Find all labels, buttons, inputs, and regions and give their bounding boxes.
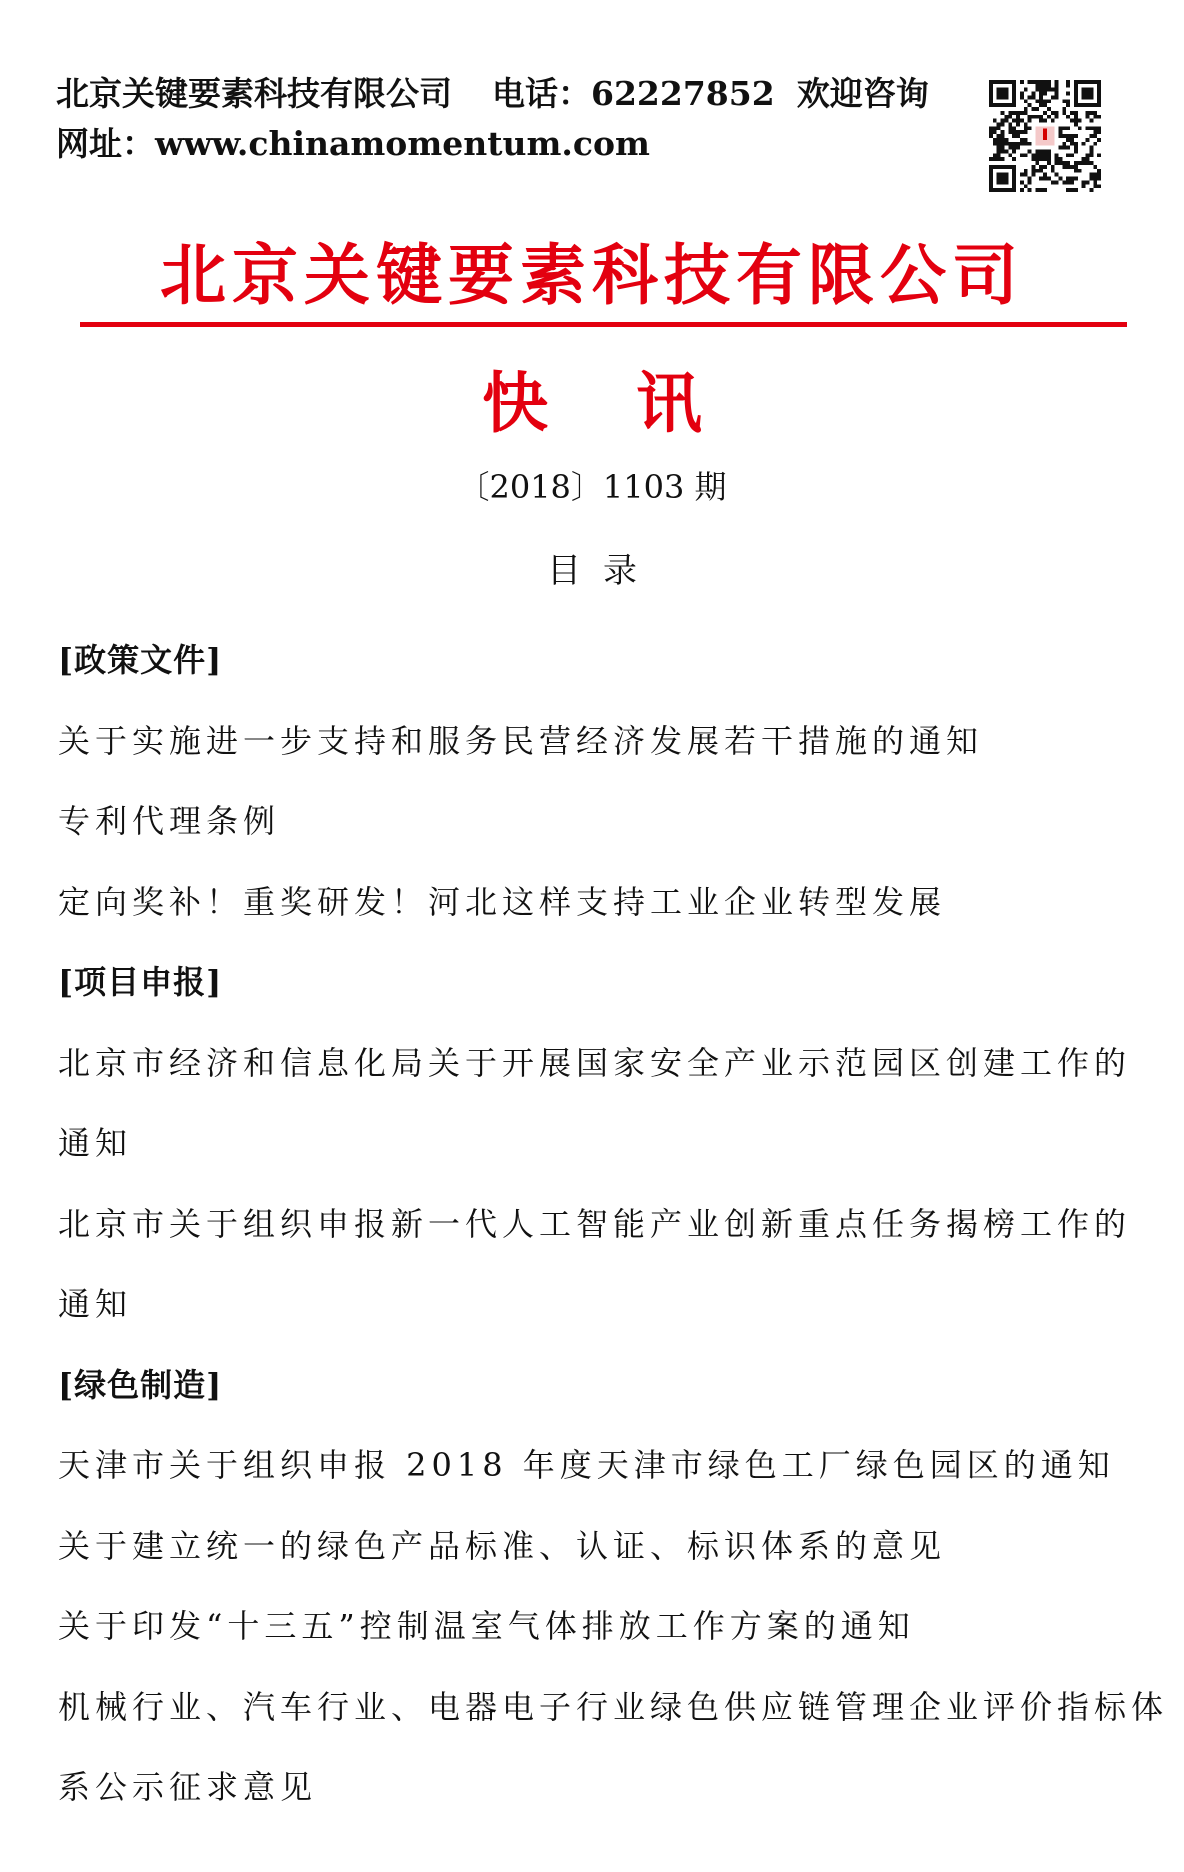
toc-heading: 目录 xyxy=(547,551,659,591)
header-contact-line xyxy=(56,68,929,115)
header-company: 北京关键要素科技有限公司 xyxy=(56,74,452,113)
red-divider xyxy=(80,322,1127,327)
toc-item[interactable]: 系公示征求意见 xyxy=(58,1768,318,1806)
toc-item[interactable]: 关于建立统一的绿色产品标准、认证、标识体系的意见 xyxy=(58,1526,947,1565)
header-site-link[interactable]: www.chinamomentum.com xyxy=(155,124,650,163)
toc-item[interactable]: 关于实施进一步支持和服务民营经济发展若干措施的通知 xyxy=(58,721,984,760)
header-phone: 62227852 xyxy=(591,74,775,113)
table-of-contents xyxy=(58,620,1169,1828)
header-site-label: 网址： xyxy=(56,124,155,163)
toc-item[interactable]: 通知 xyxy=(58,1124,133,1162)
header-phone-label: 电话： xyxy=(492,74,591,113)
newsletter-title xyxy=(0,350,1184,445)
toc-item[interactable]: 通知 xyxy=(58,1285,133,1323)
brand-title: 北京关键要素科技有限公司 xyxy=(160,237,1024,314)
header-website-line xyxy=(56,118,650,165)
toc-item[interactable]: 关于印发“十三五”控制温室气体排放工作方案的通知 xyxy=(58,1607,915,1645)
toc-item[interactable]: 定向奖补！重奖研发！河北这样支持工业企业转型发展 xyxy=(58,882,947,921)
newsletter-title-char-1: 快 xyxy=(482,365,548,442)
newsletter-title-char-2: 讯 xyxy=(636,365,702,442)
toc-section-heading: [项目申报] xyxy=(58,963,223,1001)
toc-item[interactable]: 机械行业、汽车行业、电器电子行业绿色供应链管理企业评价指标体 xyxy=(58,1687,1169,1726)
toc-item[interactable]: 北京市关于组织申报新一代人工智能产业创新重点任务揭榜工作的 xyxy=(58,1204,1132,1243)
issue-number: 〔2018〕1103 期 xyxy=(457,468,727,506)
toc-item[interactable]: 专利代理条例 xyxy=(58,802,281,840)
toc-item[interactable]: 北京市经济和信息化局关于开展国家安全产业示范园区创建工作的 xyxy=(58,1043,1132,1082)
qr-code-icon xyxy=(989,80,1101,192)
toc-section-heading: [政策文件] xyxy=(58,641,223,679)
toc-item[interactable]: 天津市关于组织申报 2018 年度天津市绿色工厂绿色园区的通知 xyxy=(58,1446,1115,1484)
header-consult: 欢迎咨询 xyxy=(796,74,929,113)
toc-section-heading: [绿色制造] xyxy=(58,1365,223,1404)
